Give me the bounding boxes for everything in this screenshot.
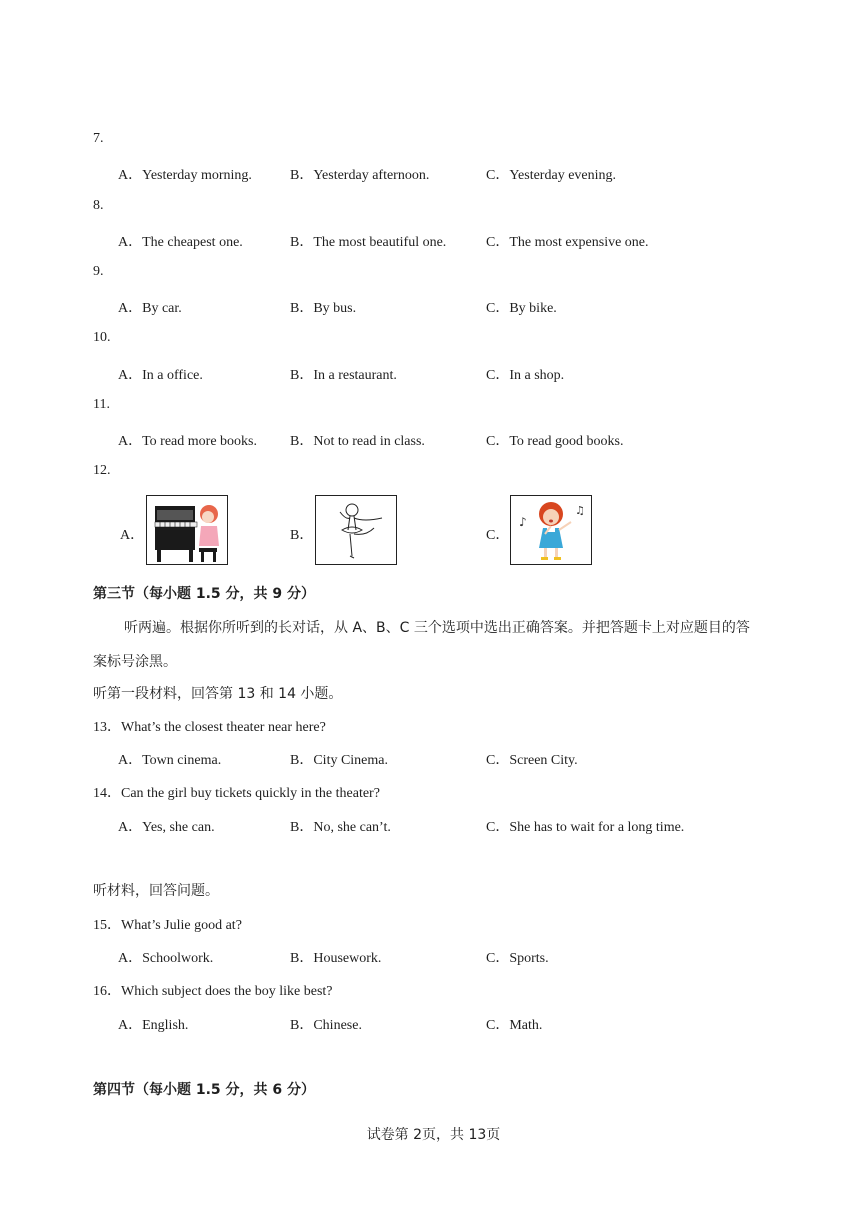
section-title: 第三节（每小题 1.5 分，共 9 分） xyxy=(93,586,316,602)
material-prompt: 听材料，回答问题。 xyxy=(93,883,219,899)
option-b: B．Yesterday afternoon. xyxy=(290,168,430,183)
option-c: C．Screen City. xyxy=(486,753,578,768)
option-a: A．Yesterday morning. xyxy=(118,168,252,183)
option-c: C．She has to wait for a long time. xyxy=(486,820,685,835)
option-b: B． xyxy=(290,528,314,543)
question-number: 8. xyxy=(93,198,104,213)
option-c: C．By bike. xyxy=(486,301,557,316)
piano-girl-image xyxy=(146,495,228,565)
option-c: C．The most expensive one. xyxy=(486,235,649,250)
option-a: A． xyxy=(120,528,145,543)
option-a: A．The cheapest one. xyxy=(118,235,243,250)
option-c: C．Math. xyxy=(486,1018,543,1033)
option-c: C． xyxy=(486,528,510,543)
page-footer: 试卷第 2页，共 13页 xyxy=(366,1127,501,1143)
option-c: C．In a shop. xyxy=(486,368,565,383)
question-stem: 13．What’s the closest theater near here? xyxy=(93,720,326,735)
option-c: C．Sports. xyxy=(486,951,549,966)
option-a: A．By car. xyxy=(118,301,182,316)
section-title: 第四节（每小题 1.5 分，共 6 分） xyxy=(93,1082,316,1098)
option-a: A．In a office. xyxy=(118,368,203,383)
option-a: A．To read more books. xyxy=(118,434,257,449)
question-number: 10. xyxy=(93,330,111,345)
question-stem: 14．Can the girl buy tickets quickly in the theater? xyxy=(93,786,380,801)
option-a: A．Schoolwork. xyxy=(118,951,214,966)
option-c: C．Yesterday evening. xyxy=(486,168,617,183)
option-b: B．In a restaurant. xyxy=(290,368,397,383)
option-b: B．City Cinema. xyxy=(290,753,388,768)
option-a: A．Yes, she can. xyxy=(118,820,215,835)
option-a: A．English. xyxy=(118,1018,189,1033)
question-number: 11. xyxy=(93,397,110,412)
instruction-text: 听两遍。根据你所听到的长对话，从 A、B、C 三个选项中选出正确答案。并把答题卡上对应题目的答 xyxy=(124,620,750,636)
option-b: B．Chinese. xyxy=(290,1018,362,1033)
svg-text:♫: ♫ xyxy=(575,504,585,517)
ballet-girl-image xyxy=(315,495,397,565)
option-b: B．The most beautiful one. xyxy=(290,235,447,250)
question-stem: 16．Which subject does the boy like best? xyxy=(93,984,333,999)
option-b: B．Not to read in class. xyxy=(290,434,425,449)
option-c: C．To read good books. xyxy=(486,434,624,449)
svg-text:♪: ♪ xyxy=(519,515,527,529)
option-b: B．No, she can’t. xyxy=(290,820,391,835)
instruction-text-cont: 案标号涂黑。 xyxy=(93,654,177,670)
option-a: A．Town cinema. xyxy=(118,753,222,768)
question-number: 7. xyxy=(93,131,104,146)
question-number: 9. xyxy=(93,264,104,279)
question-stem: 15．What’s Julie good at? xyxy=(93,918,242,933)
question-number: 12. xyxy=(93,463,111,478)
option-b: B．By bus. xyxy=(290,301,357,316)
material-prompt: 听第一段材料，回答第 13 和 14 小题。 xyxy=(93,686,343,702)
singing-girl-image xyxy=(510,495,592,565)
option-b: B．Housework. xyxy=(290,951,382,966)
